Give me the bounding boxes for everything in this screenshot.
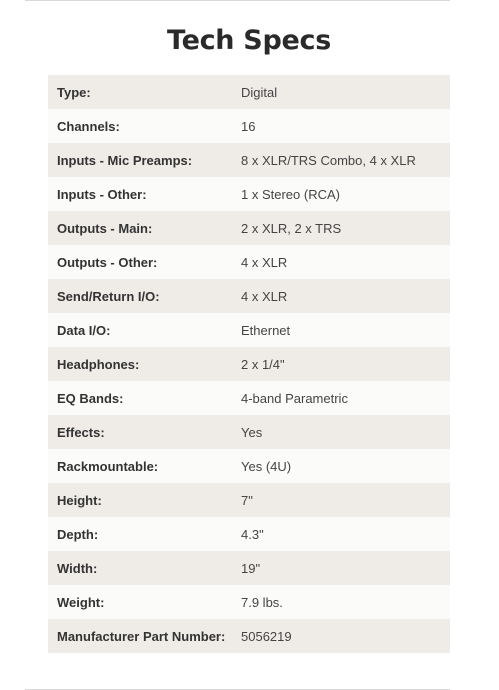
spec-row	[48, 585, 450, 619]
spec-label: Width:	[57, 560, 98, 576]
spec-row	[48, 483, 450, 517]
spec-value: 4 x XLR	[241, 288, 288, 304]
spec-label: Manufacturer Part Number:	[57, 628, 226, 644]
spec-label: Weight:	[57, 594, 105, 610]
spec-value: 2 x 1/4"	[241, 356, 285, 372]
spec-value: 7.9 lbs.	[241, 594, 283, 610]
spec-row	[48, 279, 450, 313]
spec-label: Depth:	[57, 526, 99, 542]
spec-label: Effects:	[57, 424, 105, 440]
spec-row	[48, 415, 450, 449]
spec-label: Inputs - Mic Preamps:	[57, 152, 193, 168]
spec-label: Data I/O:	[57, 322, 111, 338]
spec-value: Yes	[241, 424, 263, 440]
spec-row	[48, 245, 450, 279]
spec-label: Headphones:	[57, 356, 140, 372]
spec-label: Type:	[57, 84, 91, 100]
page-title: Tech Specs	[167, 25, 331, 56]
spec-label: Outputs - Main:	[57, 220, 153, 236]
spec-value: 4 x XLR	[241, 254, 288, 270]
specs-table	[48, 75, 450, 653]
spec-row	[48, 109, 450, 143]
spec-row	[48, 381, 450, 415]
spec-value: 7"	[241, 492, 253, 508]
spec-row	[48, 211, 450, 245]
spec-row	[48, 313, 450, 347]
spec-label: Send/Return I/O:	[57, 288, 160, 304]
spec-row	[48, 449, 450, 483]
spec-label: Inputs - Other:	[57, 186, 147, 202]
spec-value: 16	[241, 118, 256, 134]
spec-row	[48, 619, 450, 653]
spec-row	[48, 143, 450, 177]
spec-value: Ethernet	[241, 322, 291, 338]
spec-label: Height:	[57, 492, 102, 508]
spec-label: Channels:	[57, 118, 120, 134]
spec-value: 4-band Parametric	[241, 390, 348, 406]
spec-label: EQ Bands:	[57, 390, 124, 406]
spec-label: Outputs - Other:	[57, 254, 158, 270]
spec-value: 8 x XLR/TRS Combo, 4 x XLR	[241, 152, 416, 168]
spec-value: Digital	[241, 84, 278, 100]
spec-value: Yes (4U)	[241, 458, 292, 474]
spec-value: 19"	[241, 560, 261, 576]
spec-value: 4.3"	[241, 526, 264, 542]
spec-label: Rackmountable:	[57, 458, 159, 474]
spec-value: 1 x Stereo (RCA)	[241, 186, 340, 202]
spec-row	[48, 347, 450, 381]
top-divider	[25, 0, 450, 1]
spec-value: 5056219	[241, 628, 292, 644]
spec-row	[48, 75, 450, 109]
spec-value: 2 x XLR, 2 x TRS	[241, 220, 342, 236]
spec-row	[48, 177, 450, 211]
spec-row	[48, 551, 450, 585]
spec-row	[48, 517, 450, 551]
